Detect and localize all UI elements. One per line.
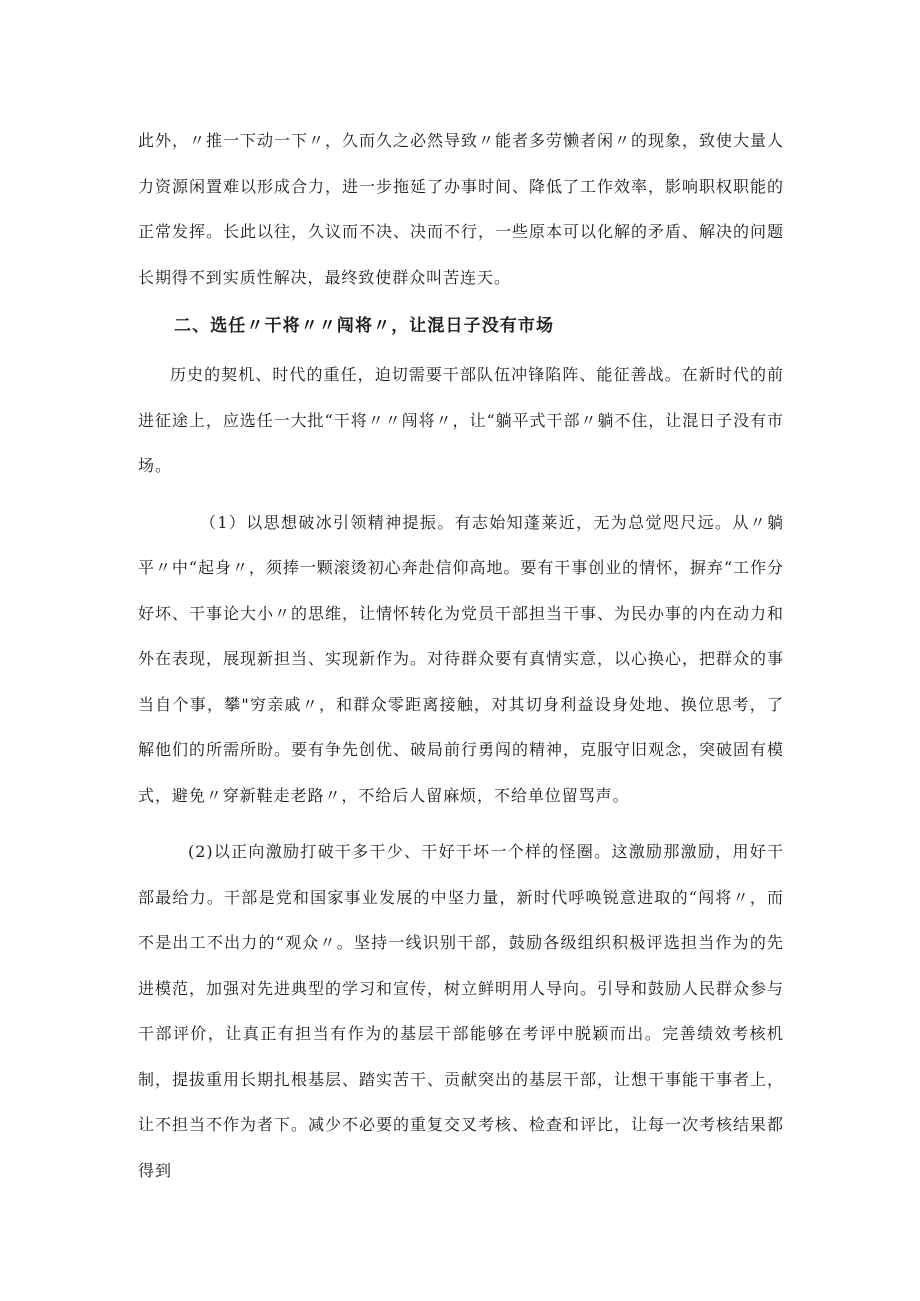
paragraph-intro-continuation: 此外，〃推一下动一下〃，久而久之必然导致〃能者多劳懒者闲〃的现象，致使大量人力资源闲置难以形成合力，进一步拖延了办事时间、降低了工作效率，影响职权职能的正常发挥。长此以往，久议而不决、决而不行，一些原本可以化解的矛盾、解决的问题长期得不到实质性解决，最终致使群众叫苦连天。 xyxy=(138,131,784,287)
paragraph-item-1: （1）以思想破冰引领精神提振。有志始知蓬莱近，无为总觉咫尺远。从〃躺平〃中“起身〃，须捧一颗滚烫初心奔赴信仰高地。要有干事创业的情怀，摒弃“工作分好坏、干事论大小〃的思维，让情怀转化为党员干部担当干事、为民办事的内在动力和外在表现，展现新担当、实现新作为。对待群众要有真情实意，以心换心，把群众的事当自个事，攀"穷亲戚〃，和群众零距离接触，对其切身利益设身处地、换位思考，了解他们的所需所盼。要有争先创优、破局前行勇闯的精神，克服守旧观念，突破固有模式，避免〃穿新鞋走老路〃，不给后人留麻烦，不给单位留骂声。 xyxy=(138,512,784,805)
paragraph-section-2-intro: 历史的契机、时代的重任，迫切需要干部队伍冲锋陷阵、能征善战。在新时代的前进征途上，应选任一大批“干将〃〃闯将〃，让“躺平式干部〃躺不住，让混日子没有市场。 xyxy=(138,365,784,475)
paragraph-item-2: (2)以正向激励打破干多干少、干好干坏一个样的怪圈。这激励那激励，用好干部最给力。干部是党和国家事业发展的中坚力量，新时代呼唤锐意进取的“闯将〃，而不是出工不出力的“观众〃。坚持一线识别干部，鼓励各级组织积极评选担当作为的先进模范，加强对先进典型的学习和宣传，树立鲜明用人导向。引导和鼓励人民群众参与干部评价，让真正有担当有作为的基层干部能够在考评中脱颖而出。完善绩效考核机制，提拔重用长期扎根基层、踏实苦干、贡献突出的基层干部，让想干事能干事者上，让不担当不作为者下。减少不必要的重复交叉考核、检查和评比，让每一次考核结果都得到 xyxy=(138,842,784,1180)
section-heading-2: 二、选任〃干将〃〃闯将〃，让混日子没有市场 xyxy=(174,316,555,336)
document-page xyxy=(138,118,784,1193)
